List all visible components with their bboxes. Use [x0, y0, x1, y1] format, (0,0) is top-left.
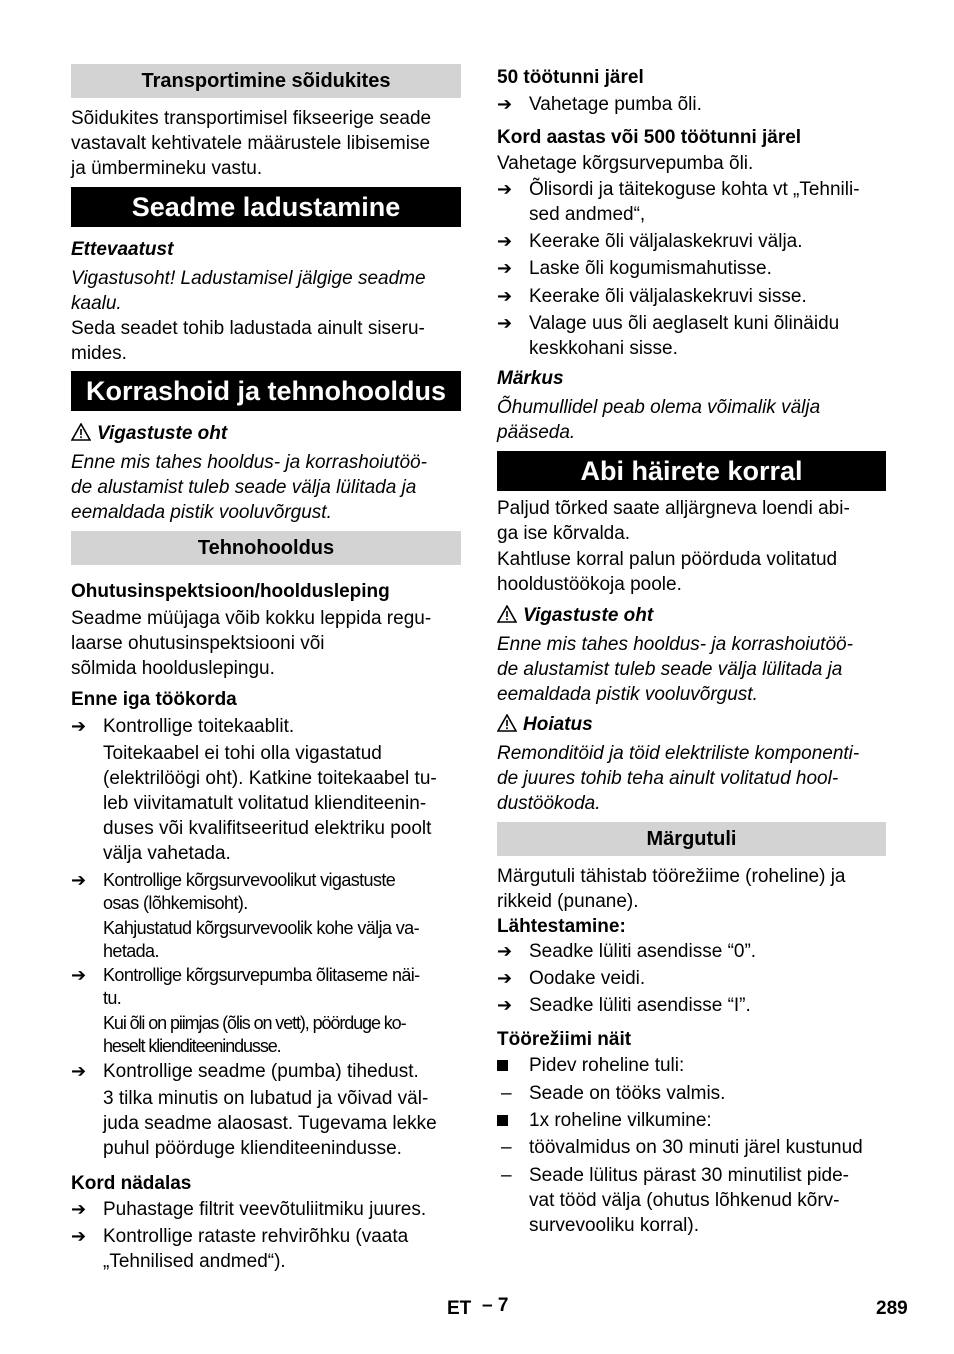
list-item: [71, 869, 461, 915]
text-line: sõlmida hoolduslepingu.: [71, 658, 275, 679]
square-bullet-icon: [497, 1115, 508, 1126]
section-heading-faults: Abi häirete korral: [497, 451, 886, 491]
text-line: sed andmed“,: [529, 204, 646, 225]
list-item: [497, 229, 886, 254]
list-item-text: [103, 1059, 461, 1084]
text-line: de juures tohib teha ainult volitatud hool-: [497, 768, 839, 789]
list-item: [497, 993, 886, 1018]
yearly-text: Vahetage kõrgsurvepumba õli.: [497, 153, 754, 174]
arrow-right-icon: ➔: [497, 995, 513, 1015]
text-line: välja vahetada.: [103, 843, 231, 864]
list-item: [497, 1081, 886, 1106]
list-item: [497, 284, 886, 309]
text-line: Kontrollige kõrgsurvevoolikut vigastuste: [103, 870, 396, 890]
arrow-right-icon: ➔: [497, 258, 513, 278]
danger-heading: [497, 603, 886, 628]
contract-text: [71, 606, 461, 681]
list-item: [497, 92, 886, 117]
text-line: Vigastusoht! Ladustamisel jälgige seadme: [71, 268, 426, 289]
text-line: töövalmidus on 30 minuti järel kustunud: [529, 1137, 863, 1158]
text-line: Märgutuli tähistab töörežiime (roheline) ja: [497, 866, 846, 887]
list-item-text: [103, 1224, 461, 1274]
h50-heading: 50 töötunni järel: [497, 67, 644, 88]
arrow-right-icon: ➔: [497, 968, 513, 988]
square-bullet-icon: [497, 1060, 508, 1071]
text-line: Puhastage filtrit veevõtuliitmiku juures.: [103, 1199, 427, 1220]
text-line: Kui õli on piimjas (õlis on vett), pöörduge ko-: [103, 1013, 406, 1033]
list-item-text: [529, 1081, 886, 1106]
text-line: Seadke lüliti asendisse “I”.: [529, 995, 751, 1016]
text-line: survevooliku korral).: [529, 1215, 699, 1236]
list-item-text: [103, 714, 461, 739]
list-item-text: [529, 229, 886, 254]
text-line: Sõidukites transportimisel fikseerige seade: [71, 108, 432, 129]
list-item-text: [529, 1135, 886, 1160]
warning-label: Hoiatus: [523, 714, 593, 735]
text-line: „Tehnilised andmed“).: [103, 1251, 286, 1272]
warning-triangle-icon: [497, 714, 517, 732]
text-line: laarse ohutusinspektsiooni või: [71, 633, 325, 654]
contract-heading: Ohutusinspektsioon/hooldusleping: [71, 581, 390, 602]
section-heading-service: Tehnohooldus: [71, 531, 461, 565]
text-line: Seade on tööks valmis.: [529, 1083, 726, 1104]
text-line: Õhumullidel peab olema võimalik välja: [497, 397, 821, 418]
list-item: [497, 311, 886, 361]
list-item-text: [529, 966, 886, 991]
page-number: 289: [876, 1298, 908, 1319]
text-line: leb viivitamatult volitatud klienditeenin-: [103, 793, 427, 814]
text-line: Vahetage pumba õli.: [529, 94, 702, 115]
footer-lang: ET: [447, 1298, 472, 1319]
faults-intro: [497, 496, 886, 546]
list-item-text: [529, 284, 886, 309]
text-line: ga ise kõrvalda.: [497, 523, 631, 544]
list-item-detail: [71, 741, 461, 866]
text-line: (elektrilöögi oht). Katkine toitekaabel tu-: [103, 768, 437, 789]
mode-heading: Töörežiimi näit: [497, 1029, 632, 1050]
caution-text: [71, 266, 461, 316]
text-line: Laske õli kogumismahutisse.: [529, 258, 772, 279]
arrow-right-icon: ➔: [71, 716, 87, 736]
arrow-right-icon: ➔: [71, 965, 86, 985]
danger-heading: [71, 421, 461, 446]
note-text: [497, 395, 886, 445]
list-item-text: [529, 1053, 886, 1078]
list-item: [497, 1163, 886, 1238]
text-line: Valage uus õli aeglaselt kuni õlinäidu: [529, 313, 840, 334]
text-line: Enne mis tahes hooldus- ja korrashoiutöö-: [497, 634, 853, 655]
text-line: Toitekaabel ei tohi olla vigastatud: [103, 743, 382, 764]
list-item: [497, 966, 886, 991]
list-item-text: [529, 92, 886, 117]
text-line: mides.: [71, 343, 127, 364]
section-heading-storage: Seadme ladustamine: [71, 187, 461, 227]
text-line: Kontrollige rataste rehvirõhku (vaata: [103, 1226, 409, 1247]
danger-label: Vigastuste oht: [97, 423, 228, 444]
note-label: Märkus: [497, 368, 564, 389]
arrow-right-icon: ➔: [497, 313, 513, 333]
storage-text: [71, 316, 461, 366]
text-line: vat tööd välja (ohutus lõhkenud kõrv-: [529, 1190, 840, 1211]
danger-label: Vigastuste oht: [523, 605, 654, 626]
list-item-text: [103, 1197, 461, 1222]
text-line: Kontrollige toitekaablit.: [103, 716, 295, 737]
list-item-text: [529, 1108, 886, 1133]
text-line: de alustamist tuleb seade välja lülitada ja: [497, 659, 843, 680]
text-line: Õlisordi ja täitekoguse kohta vt „Tehnili-: [529, 179, 860, 200]
text-line: eemaldada pistik vooluvõrgust.: [71, 502, 332, 523]
list-item-detail: [71, 1012, 461, 1058]
text-line: Kontrollige seadme (pumba) tihedust.: [103, 1061, 419, 1082]
list-item: [71, 1197, 461, 1222]
arrow-right-icon: ➔: [497, 94, 513, 114]
caution-label: Ettevaatust: [71, 239, 174, 260]
list-item-text: [529, 177, 886, 227]
section-heading-lamp: Märgutuli: [497, 822, 886, 856]
text-line: ja ümbermineku vastu.: [71, 158, 263, 179]
list-item-text: [529, 256, 886, 281]
text-line: duses või kvalifitseeritud elektriku poolt: [103, 818, 432, 839]
text-line: juda seadme alaosast. Tugevama lekke: [103, 1113, 437, 1134]
arrow-right-icon: ➔: [497, 179, 513, 199]
warning-triangle-icon: [497, 605, 517, 623]
list-item-text: [529, 311, 886, 361]
text-line: Pidev roheline tuli:: [529, 1055, 685, 1076]
list-item: [497, 939, 886, 964]
reset-label: Lähtestamine:: [497, 916, 626, 937]
list-item: [71, 1059, 461, 1084]
text-line: Enne mis tahes hooldus- ja korrashoiutöö-: [71, 452, 427, 473]
section-heading-transport: Transportimine sõidukites: [71, 64, 461, 98]
list-item: [71, 964, 461, 1010]
list-item-detail: [71, 917, 461, 963]
list-item-text: [529, 939, 886, 964]
text-line: Kahjustatud kõrgsurvevoolik kohe välja va-: [103, 918, 419, 938]
text-line: heselt klienditeenindusse.: [103, 1036, 281, 1056]
lamp-text: [497, 864, 886, 914]
list-item: [497, 256, 886, 281]
warning-triangle-icon: [71, 423, 91, 441]
list-item: [497, 177, 886, 227]
arrow-right-icon: ➔: [497, 941, 513, 961]
list-item: [497, 1135, 886, 1160]
warning-text: [497, 741, 886, 816]
text-line: rikkeid (punane).: [497, 891, 639, 912]
list-item-detail: [71, 1086, 461, 1161]
list-item-text: [103, 869, 461, 915]
weekly-heading: Kord nädalas: [71, 1173, 192, 1194]
text-line: Oodake veidi.: [529, 968, 646, 989]
text-line: Remonditöid ja töid elektriliste komponenti-: [497, 743, 860, 764]
list-item-text: [103, 964, 461, 1010]
text-line: eemaldada pistik vooluvõrgust.: [497, 684, 758, 705]
yearly-heading: Kord aastas või 500 töötunni järel: [497, 127, 802, 148]
list-item-text: [529, 993, 886, 1018]
danger-text: [497, 632, 886, 707]
list-item: [71, 714, 461, 739]
arrow-right-icon: ➔: [71, 870, 86, 890]
before-heading: Enne iga töökorda: [71, 689, 237, 710]
list-item: [497, 1053, 886, 1078]
text-line: vastavalt kehtivatele määrustele libisemise: [71, 133, 431, 154]
text-line: osas (lõhkemisoht).: [103, 893, 248, 913]
text-line: keskkohani sisse.: [529, 338, 678, 359]
text-line: puhul pöörduge klienditeenindusse.: [103, 1138, 402, 1159]
arrow-right-icon: ➔: [71, 1061, 87, 1081]
arrow-right-icon: ➔: [497, 286, 513, 306]
faults-intro-2: [497, 547, 886, 597]
warning-heading: [497, 712, 886, 737]
list-item: [71, 1224, 461, 1274]
text-line: dustöökoda.: [497, 793, 601, 814]
text-line: Kontrollige kõrgsurvepumba õlitaseme näi-: [103, 965, 420, 985]
list-item: [497, 1108, 886, 1133]
dash-bullet-icon: –: [501, 1137, 512, 1158]
section-heading-maintenance: Korrashoid ja tehnohooldus: [71, 371, 461, 411]
dash-bullet-icon: –: [501, 1165, 512, 1186]
text-line: Paljud tõrked saate alljärgneva loendi abi-: [497, 498, 850, 519]
text-line: Kahtluse korral palun pöörduda volitatud: [497, 549, 838, 570]
text-line: Keerake õli väljalaskekruvi välja.: [529, 231, 803, 252]
text-line: Seda seadet tohib ladustada ainult siseru-: [71, 318, 425, 339]
text-line: hetada.: [103, 941, 159, 961]
list-item-text: [529, 1163, 886, 1238]
transport-text: [71, 106, 461, 181]
text-line: 3 tilka minutis on lubatud ja võivad väl-: [103, 1088, 429, 1109]
text-line: Seade lülitus pärast 30 minutilist pide-: [529, 1165, 850, 1186]
footer-page-ref: – 7: [482, 1295, 509, 1316]
text-line: Seadme müüjaga võib kokku leppida regu-: [71, 608, 432, 629]
text-line: 1x roheline vilkumine:: [529, 1110, 712, 1131]
text-line: tu.: [103, 988, 122, 1008]
text-line: hooldustöökoja poole.: [497, 574, 682, 595]
dash-bullet-icon: –: [501, 1083, 512, 1104]
arrow-right-icon: ➔: [71, 1226, 87, 1246]
text-line: de alustamist tuleb seade välja lülitada ja: [71, 477, 417, 498]
text-line: Seadke lüliti asendisse “0”.: [529, 941, 757, 962]
arrow-right-icon: ➔: [497, 231, 513, 251]
text-line: kaalu.: [71, 293, 122, 314]
arrow-right-icon: ➔: [71, 1199, 87, 1219]
text-line: Keerake õli väljalaskekruvi sisse.: [529, 286, 807, 307]
danger-text: [71, 450, 461, 525]
text-line: pääseda.: [497, 422, 576, 443]
